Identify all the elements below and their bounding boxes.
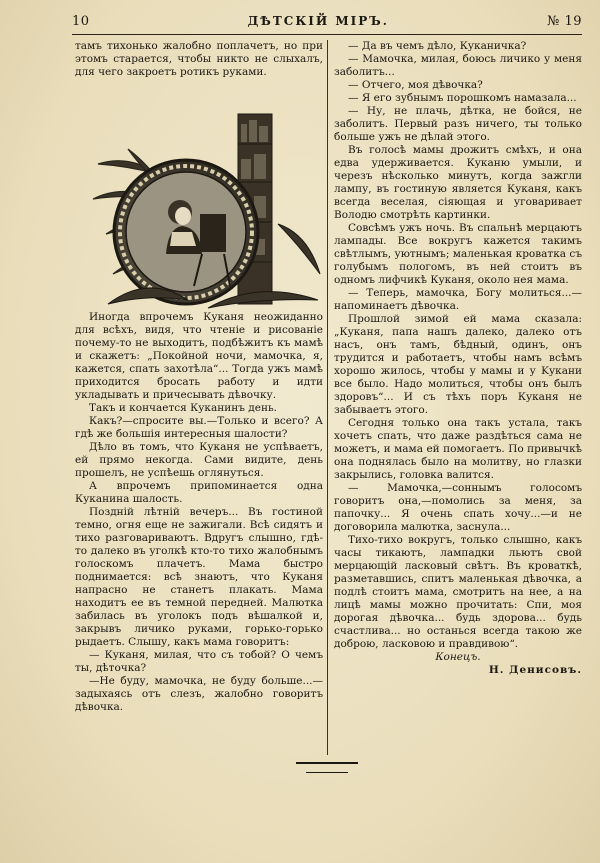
header-rule	[72, 34, 582, 35]
paragraph: А впрочемъ припоминается одна Куканина шалость.	[75, 480, 323, 505]
column-divider	[327, 40, 328, 755]
paragraph: Дѣло въ томъ, что Куканя не успѣваетъ, ей прямо некогда. Сами видите, день прошелъ, не успѣешь оглянуться.	[75, 441, 323, 479]
paragraph: Поздній лѣтній вечеръ... Въ гостиной темно, огня еще не зажигали. Всѣ сидятъ и тихо разговариваютъ. Вдругъ слышно, гдѣ-то далеко въ уголкѣ кто-то тихо жалобнымъ голоскомъ плачетъ. Мама быстро поднимается: всѣ знаютъ, что Куканя напрасно не станетъ плакать. Мама находитъ ее въ темной передней. Малютка забилась въ уголокъ подъ вѣшалкой и, закрывъ личико руками, горько-горько рыдаетъ. Слышу, какъ мама говоритъ:	[75, 506, 323, 648]
paragraph: — Ну, не плачь, дѣтка, не бойся, не заболитъ. Первый разъ ничего, ты только больше ужъ не дѣлай этого.	[334, 105, 582, 143]
paragraph: тамъ тихонько жалобно поплачетъ, но при этомъ старается, чтобы никто не слыхалъ, для чего закроетъ ротикъ руками.	[75, 40, 323, 78]
the-end-signoff: Конецъ.	[435, 651, 481, 663]
end-rule	[306, 772, 348, 773]
paragraph: Иногда впрочемъ Куканя неожиданно для всѣхъ, видя, что чтеніе и рисованіе почему-то не выходитъ, подбѣжитъ къ мамѣ и скажетъ: „Покойной ночи, мамочка, я, кажется, спать захотѣла“... Тогда ужъ мамѣ приходится бросать работу и идти укладывать и причесывать дѣвочку.	[75, 311, 323, 401]
girl-drawing-vignette-illustration	[88, 104, 324, 316]
paragraph: Тихо-тихо вокругъ, только слышно, какъ часы тикаютъ, лампадки льютъ свой мерцающій ласковый свѣтъ. Въ кроваткѣ, разметавшись, спитъ маленькая дѣвочка, а подлѣ стоитъ мама, смотритъ на нее, а на лицѣ мамы можно прочитать: Спи, моя дорогая дѣвочка... будь здорова... будь счастлива... но останься всегда такою же доброю, ласковою и правдивою“.	[334, 534, 582, 650]
issue-number: № 19	[547, 13, 582, 29]
paragraph: Какъ?—спросите вы.—Только и всего? А гдѣ же большія интересныя шалости?	[75, 415, 323, 440]
paragraph: — Мамочка,—соннымъ голосомъ говоритъ она,—помолись за меня, за папочку... Я очень спать хочу...—и не договорила малютка, заснула...	[334, 482, 582, 533]
paragraph: — Да въ чемъ дѣло, Куканичка?	[348, 40, 527, 52]
paragraph: Въ голосѣ мамы дрожитъ смѣхъ, и она едва удерживается. Куканю умыли, и черезъ нѣсколько минутъ, когда зажгли лампу, въ гостиную является Куканя, какъ всегда веселая, сіяющая и уговаривает Володю смотрѣть картинки.	[334, 144, 582, 221]
paragraph: Сегодня только она такъ устала, такъ хочетъ спать, что даже раздѣться сама не можетъ, и мама ей помогаетъ. По привычкѣ она поднялась было на молитву, но глазки закрылись, головка валится.	[334, 417, 582, 481]
paragraph: — Теперь, мамочка, Богу молиться...— напоминаетъ дѣвочка.	[334, 287, 582, 312]
journal-title: ДѢТСКІЙ МІРЪ.	[247, 14, 389, 28]
paragraph: — Куканя, милая, что съ тобой? О чемъ ты, дѣточка?	[75, 649, 323, 674]
right-column	[334, 40, 582, 677]
paragraph: — Мамочка, милая, боюсь личико у меня заболитъ...	[334, 53, 582, 78]
paragraph: Прошлой зимой ей мама сказала: „Куканя, папа нашъ далеко, далеко отъ насъ, онъ тамъ, бѣдный, одинъ, онъ трудится и работаетъ, чтобы намъ всѣмъ хорошо жилось, чтобы у мамы и у Kукани все было. Надо молиться, чтобы онъ былъ здоровъ“... И съ тѣхъ поръ Куканя не забываетъ этого.	[334, 313, 582, 416]
author-signature: Н. Денисовъ.	[488, 664, 582, 676]
page-header	[72, 10, 582, 32]
paragraph: —Не буду, мамочка, не буду больше...— задыхаясь отъ слезъ, жалобно говоритъ дѣвочка.	[75, 675, 323, 713]
paragraph: Совсѣмъ ужъ ночь. Въ спальнѣ мерцаютъ лампады. Все вокругъ кажется такимъ свѣтлымъ, уютнымъ; маленькая кроватка съ голубымъ пологомъ, въ ней стоитъ въ одномъ лифчикѣ Куканя, около нея мама.	[334, 222, 582, 286]
end-rule	[296, 762, 358, 764]
paragraph: Такъ и кончается Куканинъ день.	[89, 402, 278, 414]
paragraph: — Я его зубнымъ порошкомъ намазала...	[348, 92, 577, 104]
paragraph: — Отчего, моя дѣвочка?	[348, 79, 483, 91]
page-number: 10	[72, 13, 90, 29]
